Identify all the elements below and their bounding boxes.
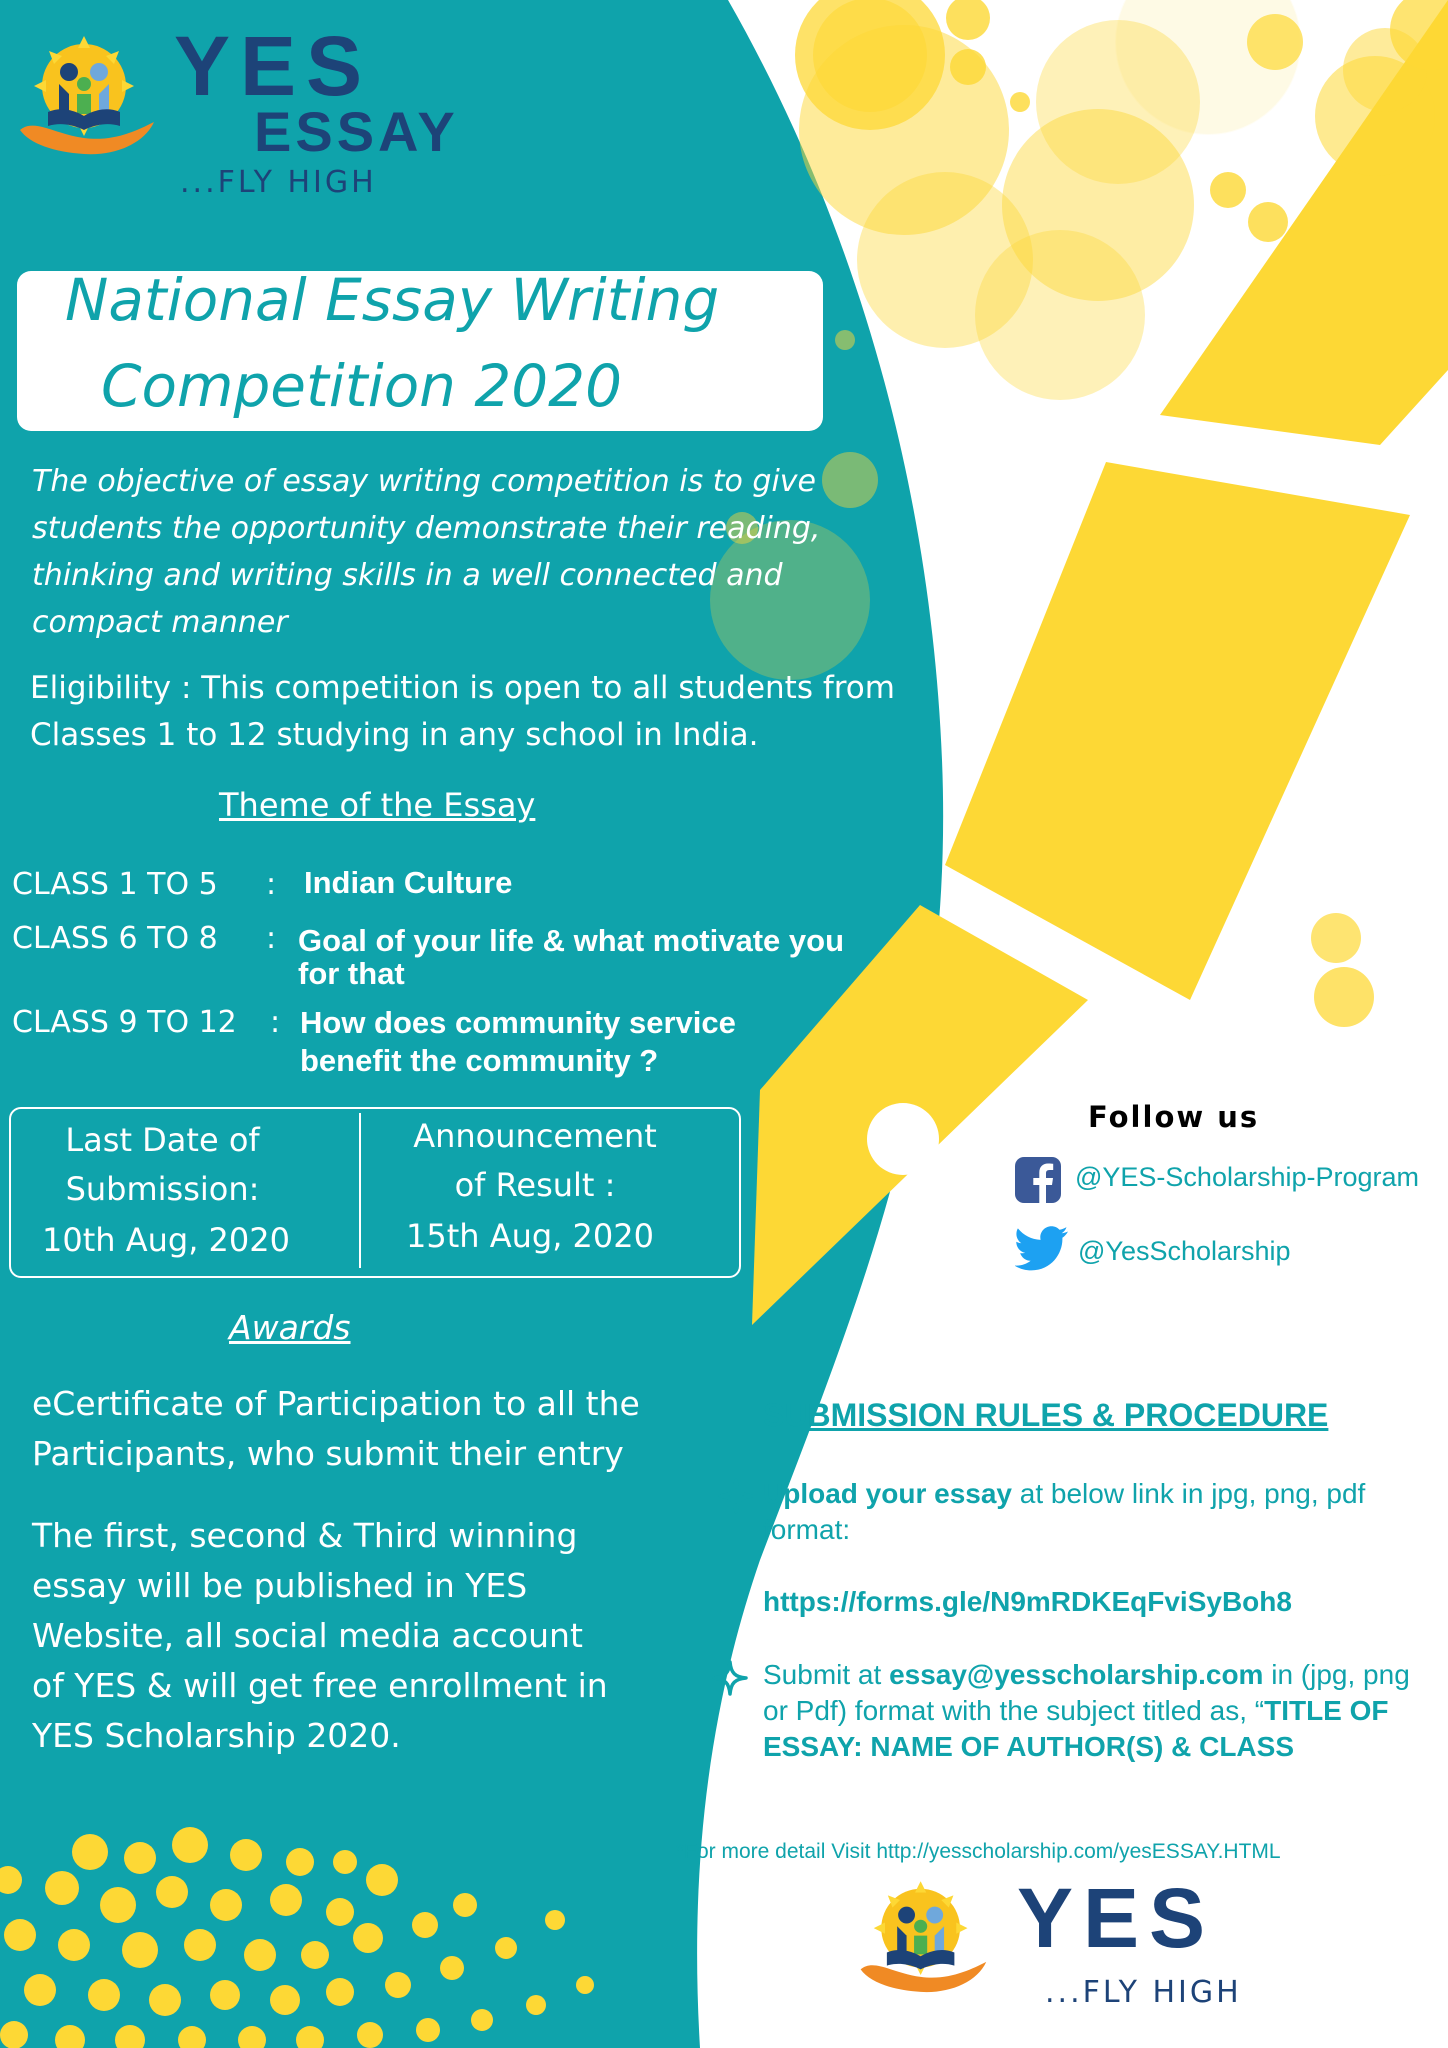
- result-label: Announcement of Result :: [413, 1117, 657, 1204]
- twitter-handle[interactable]: @YesScholarship: [1078, 1236, 1291, 1266]
- logo-essay-text: ESSAY: [254, 100, 459, 163]
- dates-divider: [359, 1113, 361, 1268]
- submission-heading: SUBMISSION RULES & PROCEDURE: [763, 1397, 1329, 1433]
- submission-link[interactable]: https://forms.gle/N9mRDKEqFviSyBoh8: [763, 1586, 1292, 1617]
- rule-upload-text: at below link in jpg, png, pdf format:: [763, 1478, 1366, 1545]
- awards-heading: Awards: [229, 1308, 351, 1347]
- rule-email: [763, 1657, 1423, 1765]
- last-date-label: Last Date of Submission:: [65, 1121, 260, 1208]
- eligibility-text: Eligibility : This competition is open to all students from Classes 1 to 12 studying in any school in India.: [30, 670, 895, 753]
- title-box: [17, 266, 823, 431]
- theme-separator: :: [266, 921, 277, 956]
- rule-upload: [763, 1476, 1423, 1548]
- facebook-icon[interactable]: [1015, 1157, 1061, 1203]
- logo-yes-text: YES: [174, 19, 373, 113]
- theme-heading: Theme of the Essay: [219, 786, 536, 824]
- footer-logo: [855, 1872, 1275, 2032]
- theme-topic: Goal of your life & what motivate you for that: [298, 923, 845, 991]
- footer-logo-emblem: [855, 1878, 1005, 1998]
- theme-separator: :: [266, 867, 277, 902]
- sparkle-bullet-icon: [718, 1478, 754, 1514]
- theme-topic: Indian Culture: [304, 865, 513, 900]
- award-participation: eCertificate of Participation to all the Participants, who submit their entry: [32, 1384, 640, 1473]
- title-line-1: National Essay Writing: [65, 266, 720, 334]
- theme-class: CLASS 6 TO 8: [12, 921, 218, 956]
- twitter-icon[interactable]: [1015, 1226, 1069, 1272]
- theme-topic: How does community service benefit the community ?: [300, 1005, 736, 1078]
- rule-email-subject: TITLE OF ESSAY: NAME OF AUTHOR(S) & CLASS: [763, 1695, 1389, 1762]
- last-date-value: 10th Aug, 2020: [42, 1221, 290, 1259]
- rule-upload-bold: Upload your essay: [763, 1478, 1012, 1509]
- follow-us-heading: Follow us: [1088, 1100, 1260, 1134]
- facebook-handle[interactable]: @YES-Scholarship-Program: [1075, 1162, 1420, 1192]
- theme-class: CLASS 9 TO 12: [12, 1005, 237, 1040]
- result-date-value: 15th Aug, 2020: [406, 1217, 654, 1255]
- theme-class: CLASS 1 TO 5: [12, 867, 218, 902]
- rule-email-mid: in (jpg, png or Pdf) format with the subject titled as, “: [763, 1659, 1410, 1726]
- more-details-link[interactable]: *For more detail Visit http://yesscholarship.com/yesESSAY.HTML: [676, 1840, 1281, 1863]
- top-logo: [14, 19, 484, 204]
- logo-emblem: [14, 34, 174, 159]
- title-line-2: Competition 2020: [101, 352, 622, 420]
- submission-email[interactable]: essay@yesscholarship.com: [889, 1659, 1264, 1690]
- rule-email-pre: Submit at: [763, 1659, 890, 1690]
- sparkle-bullet-icon: [712, 1660, 748, 1696]
- theme-separator: :: [270, 1005, 281, 1040]
- footer-logo-tagline: ...FLY HIGH: [1045, 1975, 1242, 2010]
- award-winners: The first, second & Third winning essay will be published in YES Website, all social media account of YES & will get free enrollment in YES Scholarship 2020.: [32, 1516, 608, 1755]
- logo-tagline: ...FLY HIGH: [180, 165, 377, 200]
- footer-logo-yes-text: YES: [1017, 1871, 1216, 1965]
- objective-text: The objective of essay writing competition is to give students the opportunity demonstrate their reading, thinking and writing skills in a well connected and compact manner: [32, 464, 821, 640]
